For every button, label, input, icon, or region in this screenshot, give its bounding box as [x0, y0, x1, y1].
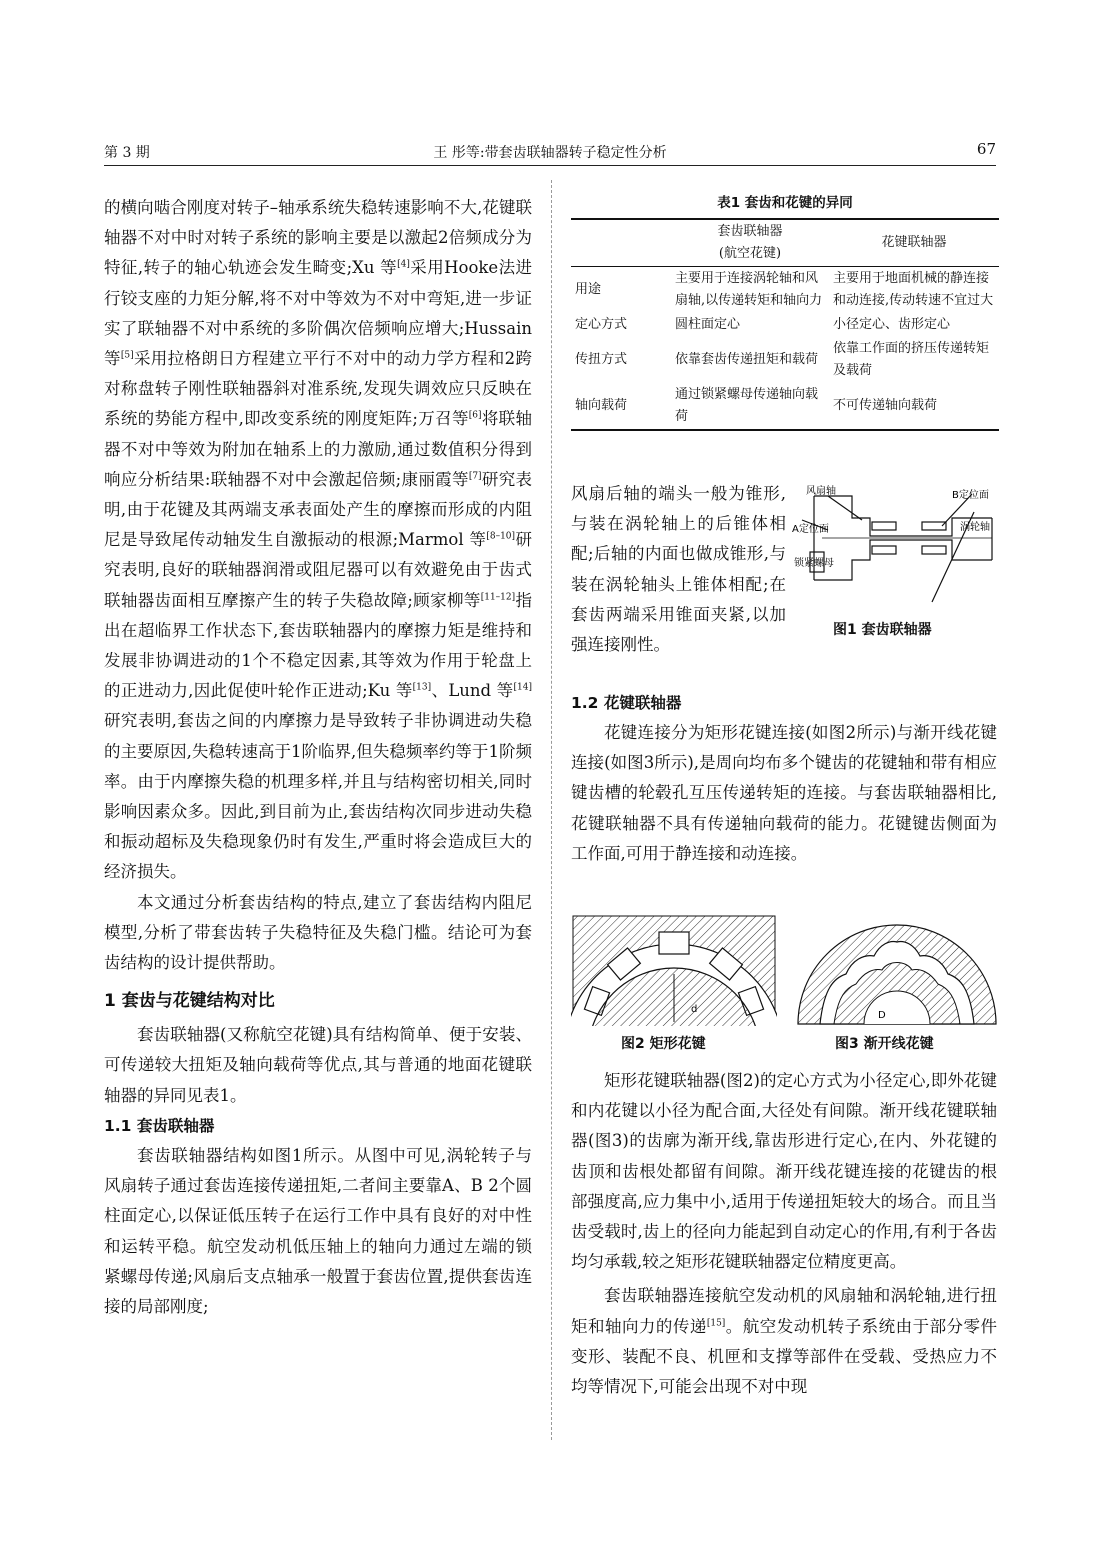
figure-2-caption: 图2 矩形花键 — [621, 1036, 706, 1052]
table-header-row — [571, 219, 999, 267]
column-divider — [551, 180, 552, 1440]
figure-1-coupling-diagram — [792, 482, 1004, 612]
paragraph: 矩形花键联轴器(图2)的定心方式为小径定心,即外花键和内花键以小径为配合面,大径处有间隙。渐开线花键联轴器(图3)的齿廓为渐开线,靠齿形进行定心,在内、外花键的齿顶和齿根处都留有间隙。渐开线花键连接的花键齿的根部强度高,应力集中小,适用于传递扭矩较大的场合。而且当齿受载时,齿上的径向力能起到自动定心的作用,有利于各齿均匀承载,较之矩形花键联轴器定位精度更高。 — [571, 1071, 997, 1272]
left-column — [104, 193, 532, 1322]
issue-number: 第 3 期 — [104, 145, 150, 161]
fig2-label-d: d — [691, 1004, 698, 1015]
paragraph: 套齿联轴器(又称航空花键)具有结构简单、便于安装、可传递较大扭矩及轴向载荷等优点,其与普通的地面花键联轴器的异同见表1。 — [104, 1025, 532, 1105]
header-rule — [104, 165, 996, 166]
subsection-heading: 1.2 花键联轴器 — [571, 694, 682, 712]
fig3-label-d: D — [878, 1010, 886, 1021]
figure-1-caption: 图1 套齿联轴器 — [833, 622, 932, 638]
running-header — [104, 138, 996, 166]
table-header-cell: 套齿联轴器 (航空花键) — [671, 219, 829, 267]
paragraph: 套齿联轴器连接航空发动机的风扇轴和涡轮轴,进行扭矩和轴向力的传递[15]。航空发动机转子系统由于部分零件变形、装配不良、机匣和支撑等部件在受载、受热应力不均等情况下,可能会出现不对中现 — [571, 1286, 998, 1397]
table-header-cell: 花键联轴器 — [829, 219, 999, 267]
paragraph: 本文通过分析套齿结构的特点,建立了套齿结构内阻尼模型,分析了带套齿转子失稳特征及失稳门槛。结论可为套齿结构的设计提供帮助。 — [104, 892, 532, 973]
fig1-label-turbine: 涡轮轴 — [960, 522, 990, 533]
figure1-wrap-text: 风扇后轴的端头一般为锥形,与装在涡轮轴上的后锥体相配;后轴的内面也做成锥形,与装在涡轮轴头上锥体相配;在套齿两端采用锥面夹紧,以加强连接刚性。 — [571, 484, 786, 655]
subsection-heading: 1.1 套齿联轴器 — [104, 1116, 215, 1135]
figure-2-rectangular-spline — [571, 914, 777, 1026]
table-row: 轴向载荷 通过锁紧螺母传递轴向载荷 不可传递轴向载荷 — [571, 383, 999, 430]
fig1-label-nut: 锁紧螺母 — [794, 558, 834, 569]
running-title: 王 彤等:带套齿联轴器转子稳定性分析 — [433, 145, 667, 161]
paragraph: 套齿联轴器结构如图1所示。从图中可见,涡轮转子与风扇转子通过套齿连接传递扭矩,二者间主要靠A、B 2个圆柱面定心,以保证低压转子在运行工作中具有良好的对中性和运转平稳。航空发动机低压轴上的轴向力通过左端的锁紧螺母传递;风扇后支点轴承一般置于套齿位置,提供套齿连接的局部刚度; — [104, 1145, 532, 1316]
figure-3-involute-spline — [794, 908, 1000, 1026]
table-1 — [571, 192, 999, 431]
figure-3-caption: 图3 渐开线花键 — [835, 1036, 934, 1052]
fig1-label-b: B定位面 — [952, 490, 989, 501]
fig1-label-a: A定位面 — [792, 524, 829, 535]
right-column-text-1 — [571, 688, 997, 869]
section-heading: 1 套齿与花键结构对比 — [104, 991, 275, 1012]
table-row: 定心方式 圆柱面定心 小径定心、齿形定心 — [575, 317, 951, 332]
paragraph: 花键连接分为矩形花键连接(如图2所示)与渐开线花键连接(如图3所示),是周向均布多个键齿的花键轴和带有相应键齿槽的轮毂孔互压传递转矩的连接。与套齿联轴器相比,花键联轴器不具有传递轴向载荷的能力。花键键齿侧面为工作面,可用于静连接和动连接。 — [571, 723, 997, 863]
table-row: 传扭方式 依靠套齿传递扭矩和载荷 依靠工作面的挤压传递转矩及载荷 — [575, 341, 990, 378]
table-row: 用途 主要用于连接涡轮轴和风扇轴,以传递转矩和轴向力 主要用于地面机械的静连接和动连接,传动转速不宜过大 — [575, 271, 994, 308]
table-caption: 表1 套齿和花键的异同 — [717, 195, 853, 211]
paragraph: 的横向啮合刚度对转子–轴承系统失稳转速影响不大,花键联轴器不对中时对转子系统的影响主要是以激起2倍频成分为特征,转子的轴心轨迹会发生畸变;Xu 等[4]采用Hooke法进行铰支座的力矩分解,将不对中等效为不对中弯矩,进一步证实了联轴器不对中系统的多阶偶次倍频响应增大;Hussain 等[5]采用拉格朗日方程建立平行不对中的动力学方程和2跨对称盘转子刚性联轴器斜对准系统,发现失调效应只反映在系统的势能方程中,即改变系统的刚度矩阵;万召等[6]将联轴器不对中等效为附加在轴系上的力激励,通过数值积分得到响应分析结果:联轴器不对中会激起倍频;康丽霞等[7]研究表明,由于花键及其两端支承表面处产生的摩擦而形成的内阻尼是导致尾传动轴发生自激振动的根源;Marmol 等[8–10]研究表明,良好的联轴器润滑或阻尼器可以有效避免由于齿式联轴器齿面相互摩擦产生的转子失稳故障;顾家柳等[11–12]指出在超临界工作状态下,套齿联轴器内的摩擦力矩是维持和发展非协调进动的1个不稳定因素,其等效为作用于轮盘上的正进动力,因此促使叶轮作正进动;Ku 等[13]、Lund 等[14]研究表明,套齿之间的内摩擦力是导致转子非协调进动失稳的主要原因,失稳转速高于1阶临界,但失稳频率约等于1阶频率。由于内摩擦失稳的机理多样,并且与结构密切相关,同时影响因素众多。因此,到目前为止,套齿结构次同步进动失稳和振动超标及失稳现象仍时有发生,严重时将会造成巨大的经济损失。 — [104, 198, 533, 882]
page-number: 67 — [976, 140, 996, 158]
right-column-text-2 — [571, 1066, 997, 1402]
fig1-label-fan: 风扇轴 — [806, 486, 836, 497]
